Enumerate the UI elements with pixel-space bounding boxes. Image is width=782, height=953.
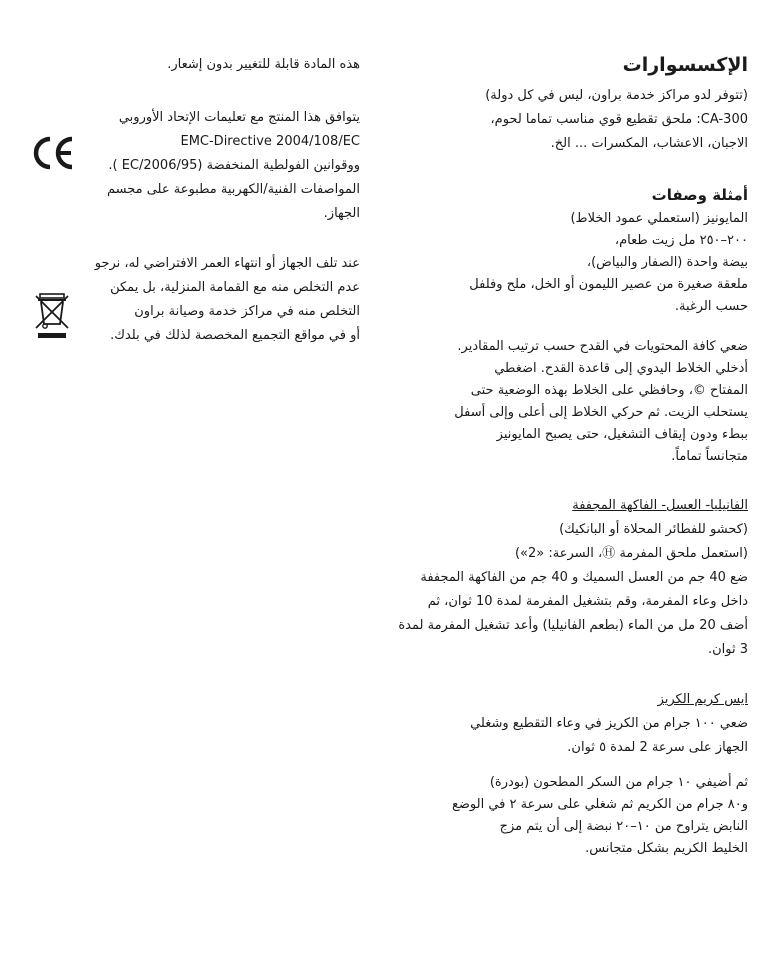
text-line: الجهاز.: [323, 206, 360, 221]
mayo-steps: [380, 336, 748, 468]
text-line: أضف 20 مل من الماء (بطعم الفانيليا) وأعد تشغيل المفرمة لمدة: [398, 618, 748, 633]
ce-mark-icon: [30, 135, 76, 171]
recipes-title: أمثلة وصفات: [651, 186, 748, 204]
text-line: النابض يتراوح من ١٠–٢٠ نبضة إلى أن يتم مزج: [499, 819, 748, 834]
text-line: حسب الرغبة.: [674, 299, 748, 314]
text-line: الجهاز على سرعة 2 لمدة ٥ ثوان.: [567, 740, 748, 755]
left-column: [20, 50, 360, 348]
icecream-title: ايس كريم الكريز: [657, 692, 748, 707]
text-line: عدم التخلص منه مع القمامة المنزلية، بل يمكن: [110, 280, 360, 295]
text-line: الخليط الكريم بشكل متجانس.: [585, 841, 748, 856]
text-line: يستحلب الزيت. ثم حركي الخلاط إلى أعلى وإلى أسفل: [454, 405, 748, 420]
vanilla-title: الفانيليا- العسل- الفاكهة المجففة: [572, 498, 748, 513]
text-line: و٨٠ جرام من الكريم ثم شغلي على سرعة ٢ في الوضع: [451, 797, 748, 812]
text-line: (تتوفر لدو مراكز خدمة براون، ليس في كل دولة): [485, 88, 748, 103]
right-column: [380, 50, 748, 860]
text-line: (استعمل ملحق المفرمة Ⓗ، السرعة: «2»): [514, 546, 748, 561]
text-line: ببطء ودون إيقاف التشغيل، حتى يصبح المايونيز: [496, 427, 748, 442]
text-line: أو في مواقع التجميع المخصصة لذلك في بلدك.: [110, 328, 360, 343]
text-line: متجانساً تماماً.: [671, 449, 748, 464]
text-line: المفتاح ©، وحافظي على الخلاط بهذه الوضعية حتى: [470, 383, 748, 398]
text-line: أدخلي الخلاط اليدوي إلى قاعدة القدح. اضغطي: [494, 361, 748, 376]
text-line: يتوافق هذا المنتج مع تعليمات الإتحاد الأوروبي: [118, 110, 360, 125]
text-line: ٢٠٠–٢٥٠ مل زيت طعام،: [614, 233, 748, 248]
text-line: عند تلف الجهاز أو انتهاء العمر الافتراضي له، نرجو: [94, 256, 360, 271]
text-line: ملعقة صغيرة من عصير الليمون أو الخل، ملح وفلفل: [469, 277, 748, 292]
text-line: CA-300: ملحق تقطيع قوي مناسب تماما لحوم،: [490, 112, 748, 127]
text-line: المواصفات الفنية/الكهربية مطبوعة على مجسم: [106, 182, 360, 197]
icecream-step2: [380, 772, 748, 860]
text-line: الاجبان، الاعشاب، المكسرات ... الخ.: [550, 136, 748, 151]
text-line: التخلص منه في مراكز خدمة وصيانة براون: [134, 304, 360, 319]
text-line: (كحشو للفطائر المحلاة أو البانكيك): [559, 522, 748, 537]
accessories-text: [380, 84, 748, 156]
accessories-title: الإكسسوارات: [622, 54, 748, 76]
text-line: ضع 40 جم من العسل السميك و 40 جم من الفاكهة المجففة: [420, 570, 748, 585]
disposal-text: [20, 252, 360, 348]
mayo-intro: [380, 208, 748, 318]
icecream-step1: [380, 712, 748, 760]
crossed-bin-icon: [34, 292, 70, 340]
text-line: داخل وعاء المفرمة، وقم بتشغيل المفرمة لمدة 10 ثوان، ثم: [427, 594, 748, 609]
text-line: المايونيز (استعملي عمود الخلاط): [570, 211, 748, 226]
text-line: ووقوانين الفولطية المنخفضة (2006/95/EC ).: [108, 158, 360, 173]
text-line: بيضة واحدة (الصفار والبياض)،: [586, 255, 748, 270]
text-line: EMC-Directive 2004/108/EC: [180, 134, 360, 149]
text-line: ضعي ١٠٠ جرام من الكريز في وعاء التقطيع وشغلي: [470, 716, 748, 731]
text-line: 3 ثوان.: [707, 642, 748, 657]
vanilla-text: [380, 518, 748, 662]
text-line: ثم أضيفي ١٠ جرام من السكر المطحون (بودرة): [489, 775, 748, 790]
text-line: ضعي كافة المحتويات في القدح حسب ترتيب المقادير.: [457, 339, 748, 354]
notice-text: هذه المادة قابلة للتغيير بدون إشعار.: [167, 57, 360, 72]
